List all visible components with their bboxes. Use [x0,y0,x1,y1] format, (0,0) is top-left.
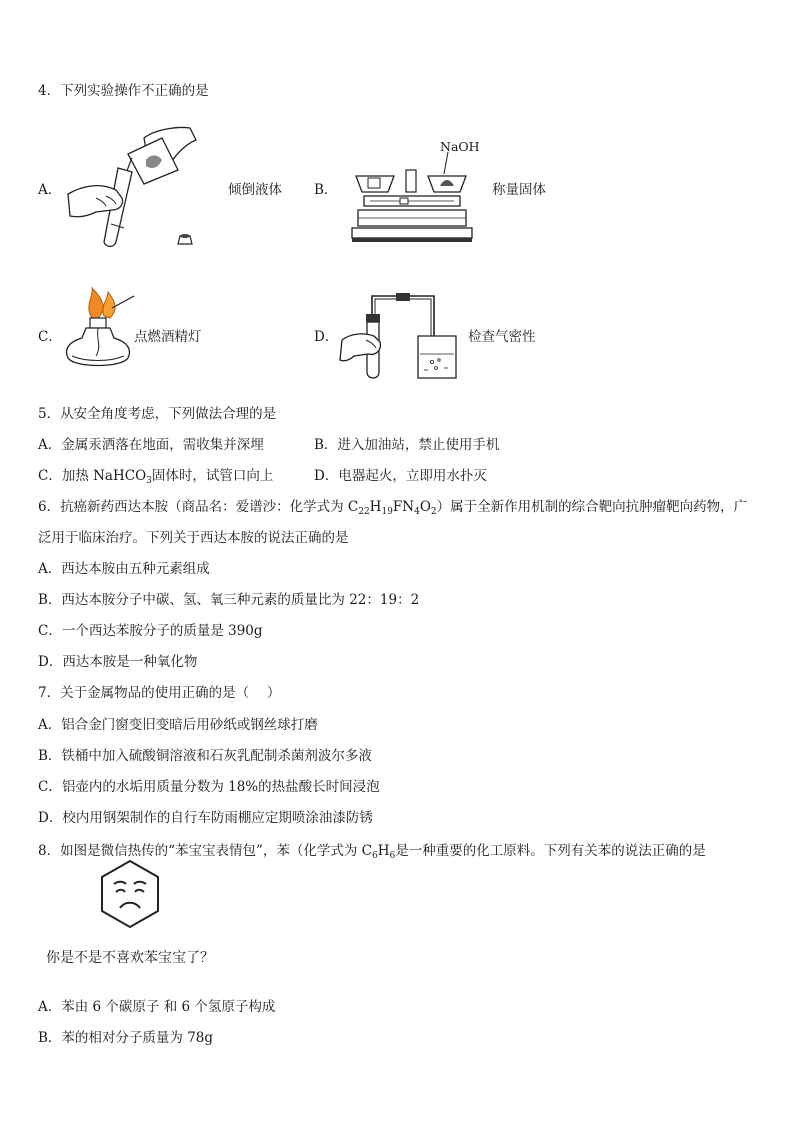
alcohol-lamp-illustration [62,288,136,372]
q7-option-c: C．铝壶内的水垢用质量分数为 18%的热盐酸长时间浸泡 [38,779,380,795]
q4-option-b-caption: 称量固体 [492,182,546,198]
q5-option-a: A．金属汞洒落在地面，需收集并深埋 [38,437,264,453]
q7-stem: 7．关于金属物品的使用正确的是（ ） [38,685,281,701]
naoh-label: NaOH [440,139,480,154]
benzene-face-icon [98,858,162,930]
q8-option-b: B．苯的相对分子质量为 78g [38,1030,214,1046]
q6-option-b: B．西达本胺分子中碳、氢、氧三种元素的质量比为 22：19：2 [38,592,420,608]
pouring-liquid-illustration [66,124,206,250]
q4-option-d-letter: D． [314,329,339,345]
q4-option-a-caption: 倾倒液体 [228,182,282,198]
balance-scale-illustration [350,152,474,244]
q4-option-a-letter: A． [38,182,62,198]
q6-option-c: C．一个西达苯胺分子的质量是 390g [38,623,263,639]
q8-option-a: A．苯由 6 个碳原子 和 6 个氢原子构成 [38,999,276,1015]
q6-stem-line1: 6．抗癌新药西达本胺（商品名：爱谱沙：化学式为 $C_{22}H_{19}FN_4O_2$）属于全新作用机制的综合靶向抗肿瘤靶向药物，广 [38,499,748,517]
q6-stem-line2: 泛用于临床治疗。下列关于西达本胺的说法正确的是 [38,530,349,546]
q4-stem: 4．下列实验操作不正确的是 [38,83,209,99]
q7-option-b: B．铁桶中加入硫酸铜溶液和石灰乳配制杀菌剂波尔多液 [38,748,372,764]
q8-stem: 8．如图是微信热传的“苯宝宝表情包”，苯（化学式为 $C_6H_6$是一种重要的化工原料。下列有关苯的说法正确的是 [38,843,706,861]
q4-option-b-letter: B． [314,182,338,198]
q5-option-c: C．加热 NaHCO$_3$固体时，试管口向上 [38,468,274,486]
q4-option-c-caption: 点燃酒精灯 [134,329,202,345]
airtightness-check-illustration [340,290,462,382]
q5-option-d: D．电器起火，立即用水扑灭 [314,468,487,484]
q7-option-a: A．铝合金门窗变旧变暗后用砂纸或钢丝球打磨 [38,717,318,733]
q4-option-d-caption: 检查气密性 [468,329,536,345]
q7-option-d: D．校内用钢架制作的自行车防雨棚应定期喷涂油漆防锈 [38,810,373,826]
q6-option-a: A．西达本胺由五种元素组成 [38,561,210,577]
benzene-meme-caption: 你是不是不喜欢苯宝宝了？ [46,950,214,966]
q4-option-c-letter: C． [38,329,62,345]
q5-option-b: B．进入加油站，禁止使用手机 [314,437,500,453]
q6-option-d: D．西达本胺是一种氧化物 [38,654,198,670]
q5-stem: 5．从安全角度考虑，下列做法合理的是 [38,406,277,422]
